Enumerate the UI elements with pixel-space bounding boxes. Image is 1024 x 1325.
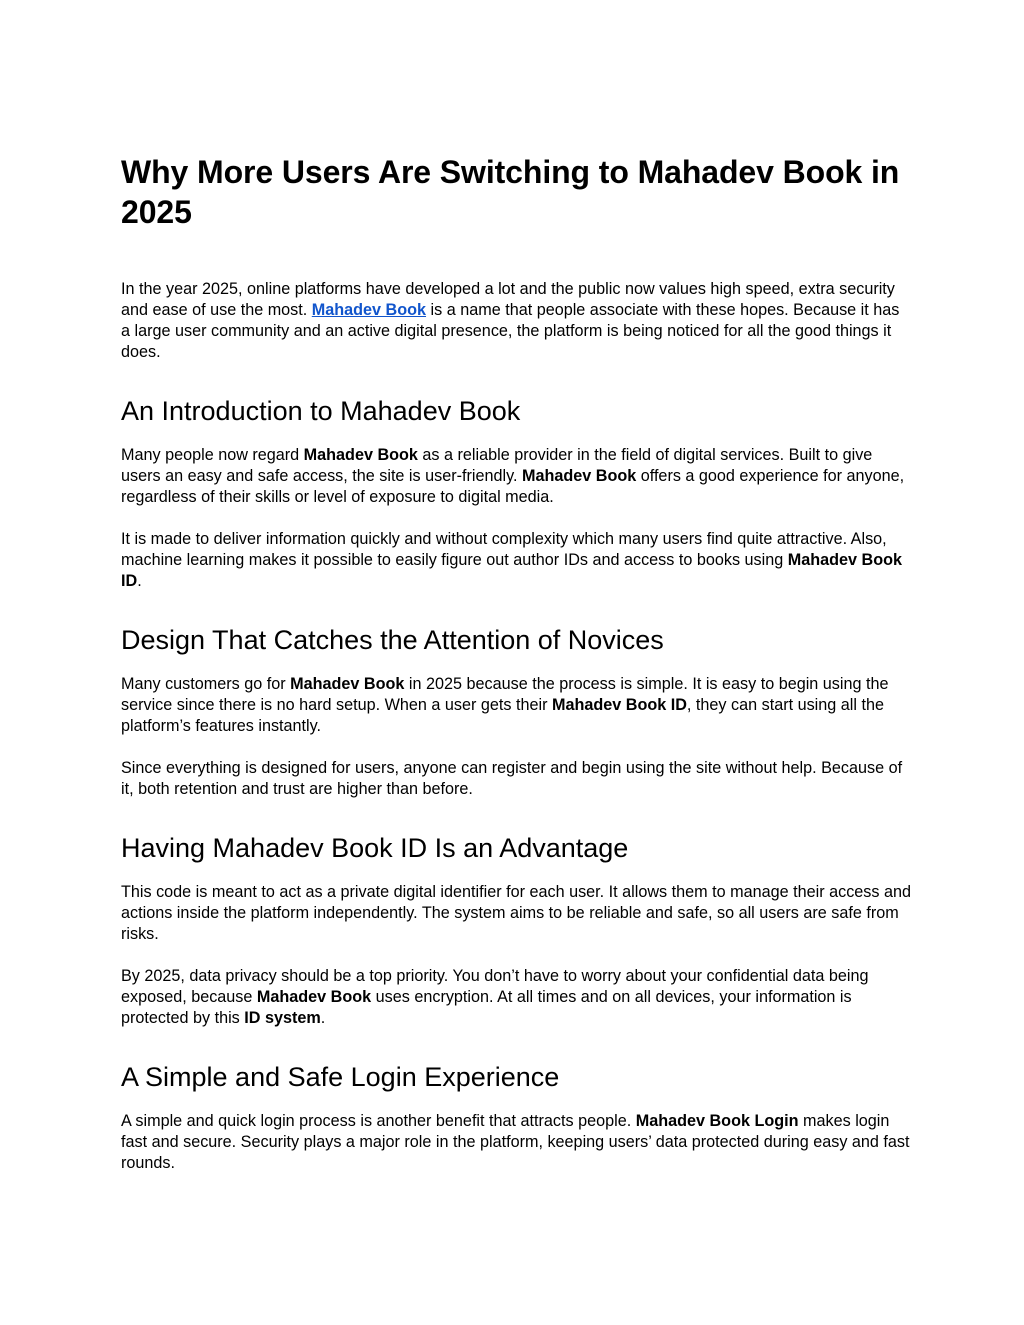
section-heading-advantage: Having Mahadev Book ID Is an Advantage: [121, 833, 629, 863]
bold-text: Mahadev Book: [290, 675, 405, 693]
section4-paragraph-1: [121, 1111, 911, 1174]
text: Many customers go for: [121, 675, 291, 693]
section1-paragraph-1: [121, 445, 911, 508]
text: offers a good experience for anyone, regardless of their skills or level of exposure to digital media.: [121, 467, 905, 506]
text: It is made to deliver information quickly and without complexity which many users find quite attractive. Also, machine learning makes it possible to easily figure out author IDs and access to books using: [121, 530, 887, 569]
text: By 2025, data privacy should be a top priority. You don’t have to worry about your confidential data being exposed, because: [121, 967, 869, 1006]
document-page: [121, 152, 911, 1195]
bold-text: Mahadev Book: [256, 988, 372, 1006]
mahadev-book-link[interactable]: Mahadev Book: [311, 301, 427, 319]
intro-text-2: is a name that people associate with these hopes. Because it has a large user community and an active digital presence, the platform is being noticed for all the good things it does.: [121, 301, 900, 361]
section2-paragraph-1: [121, 674, 911, 737]
bold-text: Mahadev Book ID: [121, 551, 902, 590]
text: .: [320, 1009, 326, 1027]
text: makes login fast and secure. Security plays a major role in the platform, keeping users’ data protected during easy and fast rounds.: [121, 1112, 910, 1172]
section-heading-login: A Simple and Safe Login Experience: [121, 1062, 560, 1092]
bold-text: Mahadev Book ID: [551, 696, 687, 714]
intro-text-1: In the year 2025, online platforms have developed a lot and the public now values high speed, extra security and ease of use the most.: [121, 280, 895, 319]
text: as a reliable provider in the field of digital services. Built to give users an easy and safe access, the site is user-friendly.: [121, 446, 873, 485]
section-heading-introduction: An Introduction to Mahadev Book: [121, 396, 521, 426]
text: .: [137, 572, 142, 590]
bold-text: Mahadev Book: [303, 446, 418, 464]
section-heading-design: Design That Catches the Attention of Novices: [121, 625, 664, 655]
intro-paragraph: [121, 279, 911, 363]
text: uses encryption. At all times and on all devices, your information is protected by this: [121, 988, 852, 1027]
text: Many people now regard: [121, 446, 304, 464]
text: A simple and quick login process is another benefit that attracts people.: [121, 1112, 636, 1130]
section3-paragraph-1: This code is meant to act as a private digital identifier for each user. It allows them to manage their access and actions inside the platform independently. The system aims to be reliable and safe, so all users are safe from risks.: [121, 883, 911, 943]
text: in 2025 because the process is simple. It is easy to begin using the service since there is no hard setup. When a user gets their: [121, 675, 889, 714]
bold-text: Mahadev Book Login: [635, 1112, 799, 1130]
section1-paragraph-2: [121, 529, 911, 592]
text: , they can start using all the platform’s features instantly.: [121, 696, 884, 735]
page-title: Why More Users Are Switching to Mahadev Book in 2025: [121, 154, 900, 230]
bold-text: ID system: [244, 1009, 321, 1027]
section2-paragraph-2: Since everything is designed for users, anyone can register and begin using the site without help. Because of it, both retention and trust are higher than before.: [121, 759, 903, 798]
bold-text: Mahadev Book: [521, 467, 637, 485]
section3-paragraph-2: [121, 966, 911, 1029]
